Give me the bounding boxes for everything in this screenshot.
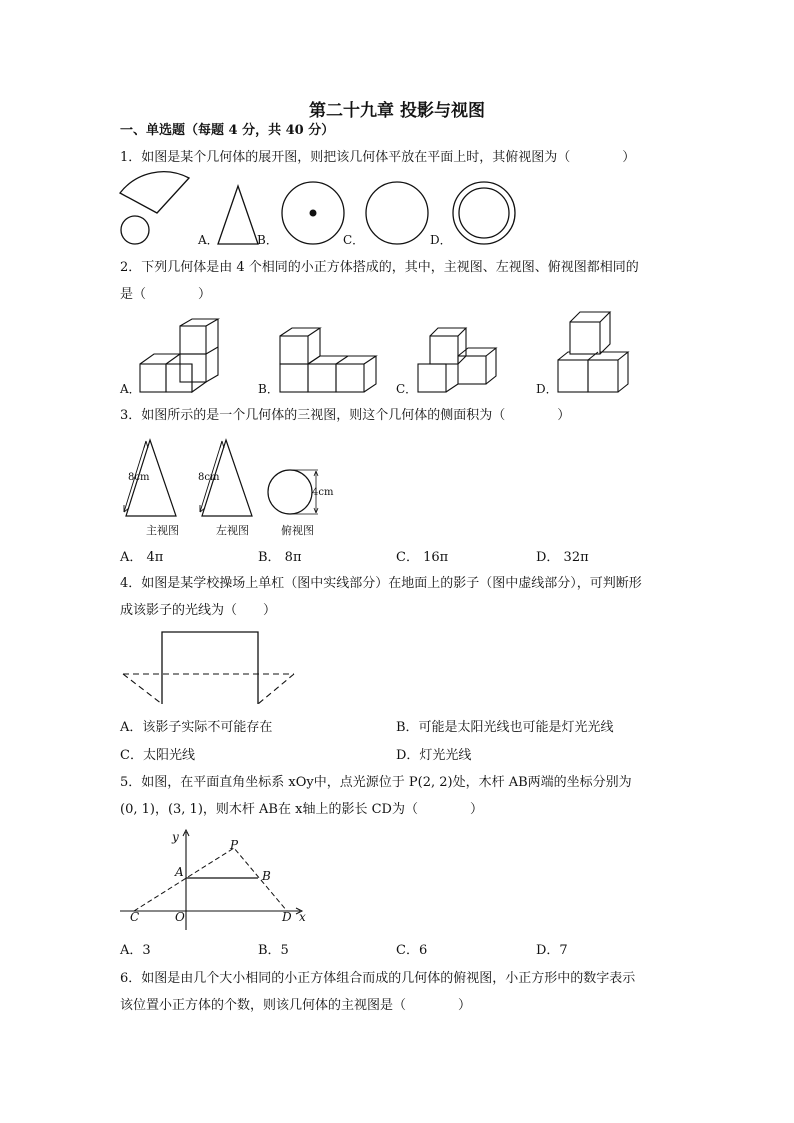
- q4-stem-line1: 4．如图是某学校操场上单杠（图中实线部分）在地面上的影子（图中虚线部分），可判断形: [120, 576, 642, 591]
- q5-label-d: D: [282, 910, 292, 924]
- q5-label-o: O: [175, 910, 185, 924]
- q2-option-b[interactable]: B．: [258, 382, 279, 396]
- q6-stem-line2: 该位置小正方体的个数，则该几何体的主视图是（ ）: [120, 998, 472, 1013]
- q3-front-slant-label: 8cm: [128, 472, 150, 483]
- q2-option-c[interactable]: C．: [396, 382, 418, 396]
- q1-option-c[interactable]: C．: [343, 233, 365, 247]
- q6-stem-line1: 6．如图是由几个大小相同的小正方体组合而成的几何体的俯视图，小正方形中的数字表示: [120, 971, 636, 986]
- q5-label-x: x: [299, 910, 306, 924]
- q2-option-c-cubes: [414, 322, 498, 394]
- q3-option-d[interactable]: D． 32π: [536, 550, 589, 565]
- q4-option-b[interactable]: B．可能是太阳光线也可能是灯光光线: [396, 720, 614, 735]
- q3-front-view-label: 主视图: [146, 524, 179, 537]
- q1-option-b[interactable]: B．: [257, 233, 278, 247]
- q1-net-figure: [115, 168, 195, 248]
- q4-option-d[interactable]: D．灯光光线: [396, 748, 472, 763]
- q5-label-y: y: [172, 830, 179, 844]
- q1-option-a-triangle: [216, 184, 260, 246]
- q3-top-view-label: 俯视图: [281, 524, 314, 537]
- q1-option-d[interactable]: D．: [430, 233, 452, 247]
- q3-side-view-label: 左视图: [216, 524, 249, 537]
- q1-option-a[interactable]: A．: [198, 233, 219, 247]
- q3-side-slant-label: 8cm: [198, 472, 220, 483]
- q5-option-a[interactable]: A．3: [120, 943, 151, 958]
- q2-stem-line1: 2．下列几何体是由 4 个相同的小正方体搭成的，其中，主视图、左视图、俯视图都相同的: [120, 260, 639, 275]
- q2-option-b-cubes: [276, 322, 380, 394]
- q1-stem: 1．如图是某个几何体的展开图，则把该几何体平放在平面上时，其俯视图为（ ）: [120, 150, 636, 165]
- q1-option-d-ring: [451, 180, 517, 246]
- page-title: 第二十九章 投影与视图: [309, 101, 485, 121]
- q4-option-a[interactable]: A．该影子实际不可能存在: [120, 720, 273, 735]
- q5-option-b[interactable]: B．5: [258, 943, 289, 958]
- section-heading: 一、单选题（每题 4 分，共 40 分）: [120, 123, 335, 138]
- q4-stem-line2: 成该影子的光线为（ ）: [120, 603, 277, 618]
- q5-option-c[interactable]: C．6: [396, 943, 428, 958]
- q5-label-b: B: [262, 869, 271, 883]
- q3-top-diameter-label: 4cm: [312, 487, 334, 498]
- q5-stem-line1: 5．如图，在平面直角坐标系 xOy中，点光源位于 P(2, 2)处，木杆 AB两端的坐标分别为: [120, 775, 632, 790]
- q1-option-b-circle-dot: [280, 180, 346, 246]
- q5-label-p: P: [230, 838, 239, 852]
- q3-option-a[interactable]: A． 4π: [120, 550, 164, 565]
- q3-option-c[interactable]: C． 16π: [396, 550, 449, 565]
- q5-label-a: A: [175, 865, 184, 879]
- q5-label-c: C: [130, 910, 140, 924]
- q3-stem: 3．如图所示的是一个几何体的三视图，则这个几何体的侧面积为（ ）: [120, 408, 571, 423]
- q3-option-b[interactable]: B． 8π: [258, 550, 302, 565]
- q1-option-c-circle: [364, 180, 430, 246]
- q5-stem-line2: (0, 1)，(3, 1)，则木杆 AB在 x轴上的影长 CD为（ ）: [120, 802, 483, 817]
- q2-option-a-cubes: [138, 318, 222, 396]
- q4-option-c[interactable]: C．太阳光线: [120, 748, 195, 763]
- q2-stem-line2: 是（ ）: [120, 287, 212, 302]
- q2-option-d[interactable]: D．: [536, 382, 558, 396]
- q4-shadow-figure: [120, 628, 300, 710]
- q2-option-d-cubes: [554, 308, 638, 396]
- q2-option-a[interactable]: A．: [120, 382, 141, 396]
- q5-option-d[interactable]: D．7: [536, 943, 568, 958]
